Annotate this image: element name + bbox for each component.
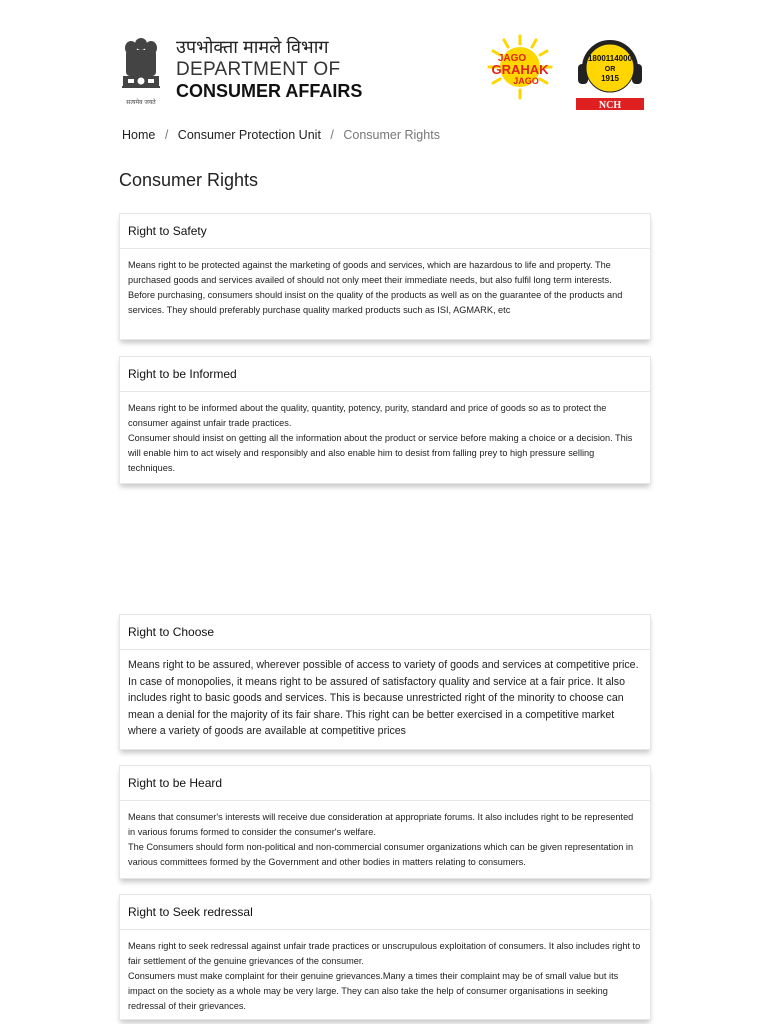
jago-logo-word2: GRAHAK: [491, 62, 549, 77]
card-title: Right to Seek redressal: [120, 895, 650, 930]
card-title: Right to be Heard: [120, 766, 650, 801]
card-body: [120, 249, 650, 326]
card-right-to-choose: [119, 614, 651, 750]
card-paragraph: Consumers must make complaint for their genuine grievances.Many a times their complaint may be of small value but its impact on the society as a whole may be very large. They can also take the help of consumer organisations in seeking redressal of their grievances.: [128, 971, 619, 1011]
page-title: Consumer Rights: [119, 170, 259, 190]
card-paragraph: Means right to be protected against the marketing of goods and services, which are hazardous to life and property. The purchased goods and services availed of should not only meet their immediate needs, but also fulfil long term interests.: [128, 260, 612, 285]
card-paragraph: Means right to be assured, wherever possible of access to variety of goods and services at competitive price. In case of monopolies, it means right to be assured of satisfactory quality and service at a fair price. It also includes right to basic goods and services. This is because unrestricted right of the minority to choose can mean a denial for the majority of its fair share. This right can be better exercised in a competitive market where a variety of goods are available at competitive prices: [128, 659, 639, 737]
card-title: Right to Safety: [120, 214, 650, 249]
card-paragraph: The Consumers should form non-political and non-commercial consumer organizations which can be given representation in various committees formed by the Government and other bodies in matters relating to consumers.: [128, 842, 634, 867]
card-paragraph: Means right to seek redressal against unfair trade practices or unscrupulous exploitation of consumers. It also includes right to fair settlement of the genuine grievances of the consumer.: [128, 941, 641, 966]
card-paragraph: Means that consumer's interests will receive due consideration at appropriate forums. It also includes right to be represented in various forums formed to consider the consumer's welfare.: [128, 812, 634, 837]
card-body: [120, 650, 650, 748]
nch-number-1: 1800114000: [587, 54, 633, 63]
nch-helpline-logo[interactable]: [574, 34, 646, 110]
breadcrumb-home-link[interactable]: Home: [122, 128, 156, 142]
card-title: Right to be Informed: [120, 357, 650, 392]
emblem-motto: सत्यमेव जयते: [126, 99, 156, 106]
breadcrumb-separator: /: [164, 128, 169, 142]
card-title: Right to Choose: [120, 615, 650, 650]
nch-number-2: 1915: [601, 74, 619, 83]
jago-logo-word3: JAGO: [513, 76, 539, 86]
card-right-to-be-informed: [119, 356, 651, 484]
card-right-to-safety: [119, 213, 651, 340]
national-emblem-icon: [118, 32, 164, 108]
card-body: [120, 392, 650, 484]
card-right-to-seek-redressal: [119, 894, 651, 1020]
breadcrumb: [122, 128, 440, 142]
card-body: [120, 801, 650, 878]
department-name-line1: DEPARTMENT OF: [176, 59, 341, 80]
card-right-to-be-heard: [119, 765, 651, 879]
breadcrumb-current-page: Consumer Rights: [343, 128, 440, 142]
site-header: [118, 32, 650, 112]
jago-logo-word1: JAGO: [497, 53, 527, 64]
card-paragraph: Consumer should insist on getting all the information about the product or service before making a choice or a decision. This will enable him to act wisely and responsibly and also enable him to desist from falling prey to high pressure selling techniques.: [128, 433, 633, 473]
breadcrumb-consumer-protection-unit-link[interactable]: Consumer Protection Unit: [177, 128, 321, 142]
card-paragraph: Means right to be informed about the quality, quantity, potency, purity, standard and price of goods so as to protect the consumer against unfair trade practices.: [128, 403, 607, 428]
department-name-hindi: उपभोक्ता मामले विभाग: [176, 37, 329, 57]
breadcrumb-separator: /: [330, 128, 334, 142]
card-body: [120, 930, 650, 1022]
department-name-line2: CONSUMER AFFAIRS: [176, 81, 363, 101]
nch-label: NCH: [598, 100, 622, 110]
jago-grahak-jago-logo[interactable]: [486, 34, 554, 104]
nch-or: OR: [604, 66, 616, 73]
card-paragraph: Before purchasing, consumers should insist on the quality of the products as well as on the guarantee of the products and services. They should preferably purchase quality marked products such as ISI, AGMARK, etc: [128, 290, 623, 315]
